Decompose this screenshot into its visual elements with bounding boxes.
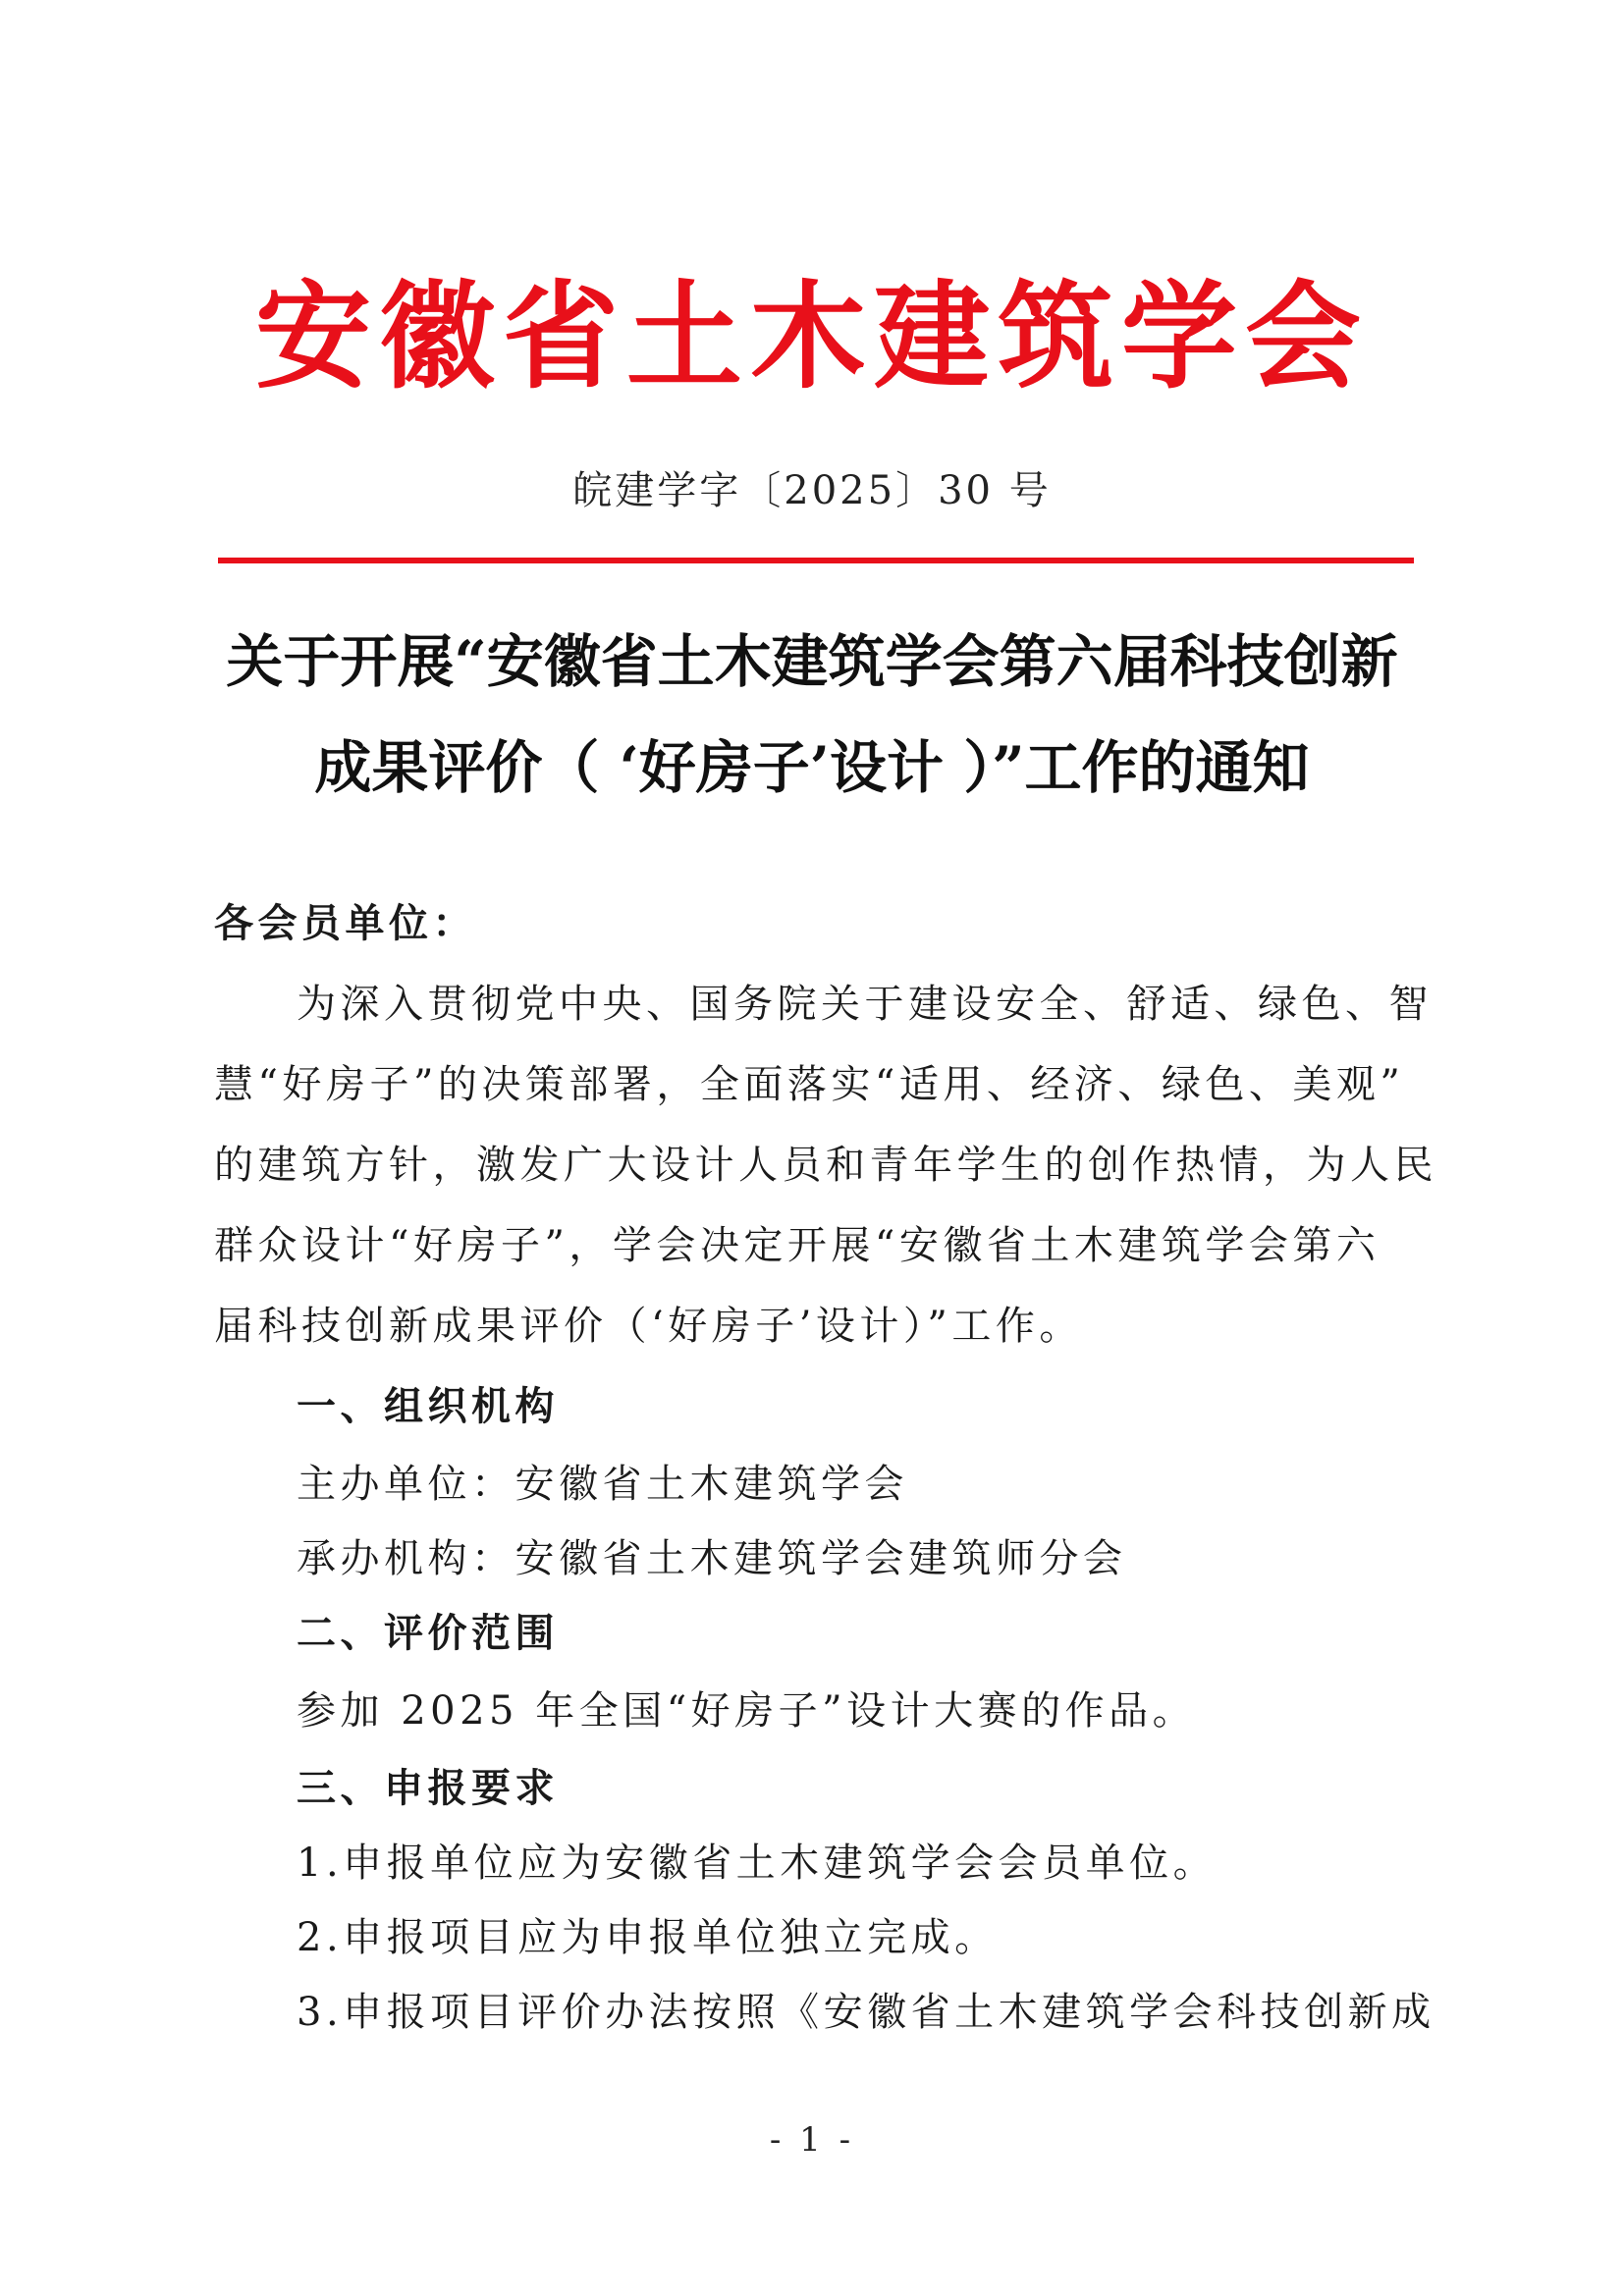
requirement-item: 2.申报项目应为申报单位独立完成。 (297, 1915, 999, 1960)
intro-paragraph-line: 届科技创新成果评价（‘好房子’设计）”工作。 (214, 1304, 1083, 1349)
red-divider-line (218, 558, 1414, 563)
organizer-item: 主办单位：安徽省土木建筑学会 (297, 1462, 908, 1507)
intro-paragraph-line: 为深入贯彻党中央、国务院关于建设安全、舒适、绿色、智 (297, 982, 1433, 1027)
section-heading-organization: 一、组织机构 (297, 1384, 559, 1429)
undertaker-item: 承办机构：安徽省土木建筑学会建筑师分会 (297, 1536, 1127, 1581)
requirement-item: 1.申报单位应为安徽省土木建筑学会会员单位。 (297, 1841, 1218, 1886)
intro-paragraph-line: 的建筑方针，激发广大设计人员和青年学生的创作热情，为人民 (214, 1143, 1437, 1188)
intro-paragraph-line: 慧“好房子”的决策部署，全面落实“适用、经济、绿色、美观” (214, 1062, 1405, 1107)
scope-item: 参加 2025 年全国“好房子”设计大赛的作品。 (297, 1688, 1197, 1734)
org-name: 安徽省土木建筑学会 (254, 269, 1369, 404)
document-body (214, 883, 1437, 2050)
document-title-line-1: 关于开展“安徽省土木建筑学会第六届科技创新 (226, 628, 1398, 695)
section-heading-requirements: 三、申报要求 (297, 1766, 559, 1811)
requirement-item: 3.申报项目评价办法按照《安徽省土木建筑学会科技创新成 (297, 1990, 1435, 2035)
page-number: - 1 - (769, 2120, 855, 2160)
document-number: 皖建学字〔2025〕30 号 (572, 468, 1052, 513)
salutation: 各会员单位： (214, 901, 476, 946)
intro-paragraph-line: 群众设计“好房子”，学会决定开展“安徽省土木建筑学会第六 (214, 1223, 1380, 1268)
document-title-line-2: 成果评价（ ‘好房子’设计 ）”工作的通知 (314, 734, 1310, 801)
section-heading-scope: 二、评价范围 (297, 1611, 559, 1656)
document-title (196, 609, 1428, 821)
